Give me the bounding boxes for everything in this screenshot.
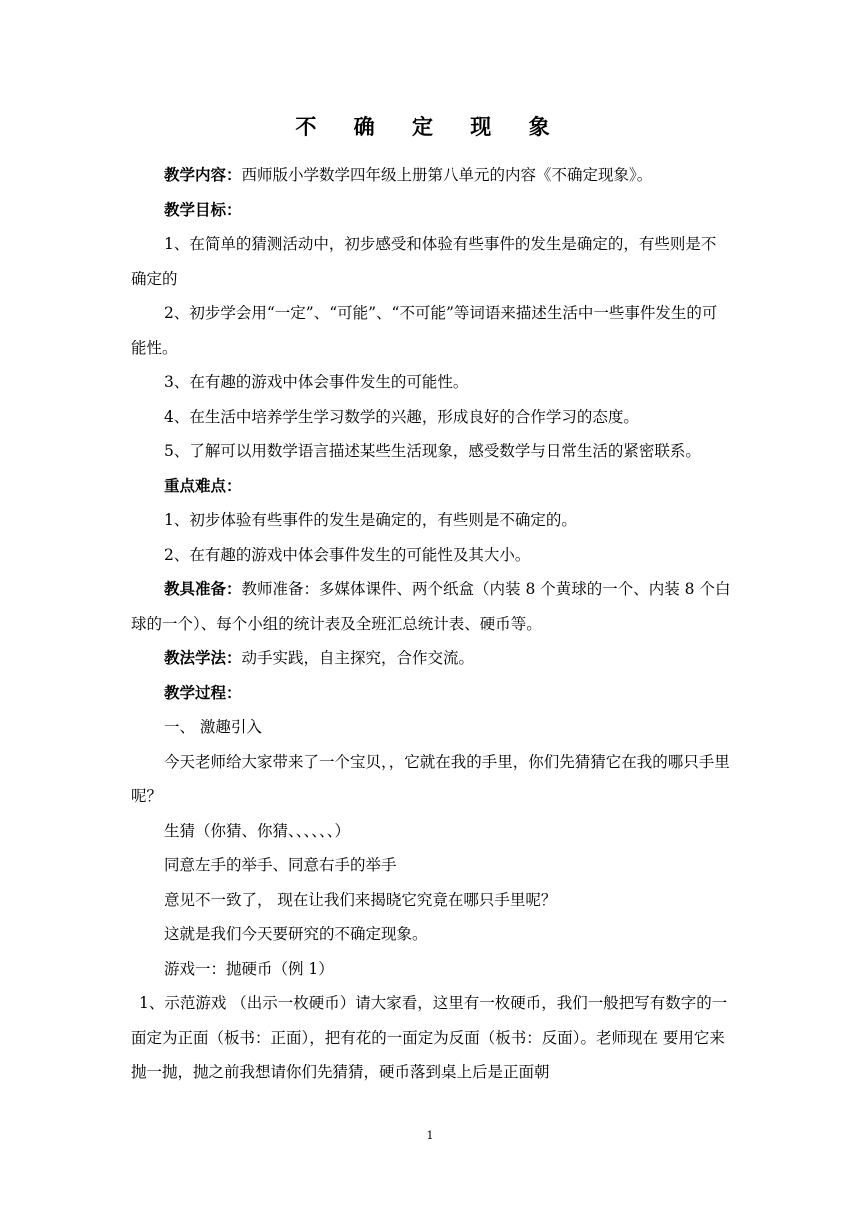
process-section-heading: 一、 激趣引入: [164, 718, 262, 736]
objectives-label: 教学目标：: [164, 199, 242, 219]
teaching-content-text: 西师版小学数学四年级上册第八单元的内容《不确定现象》。: [241, 166, 653, 184]
teaching-content-label: 教学内容：: [164, 165, 242, 184]
teaching-content-paragraph: [131, 158, 731, 193]
key-point-item: 1、初步体验有些事件的发生是确定的，有些则是不确定的。: [164, 511, 577, 529]
page-number: 1: [426, 1129, 434, 1142]
methods-paragraph: [131, 641, 731, 676]
document-title: 不 确 定 现 象: [295, 114, 565, 139]
document-body: [131, 158, 731, 1090]
objective-item: 1、在简单的猜测活动中，初步感受和体验有些事件的发生是确定的，有些则是不确定的: [131, 235, 717, 288]
methods-text: 动手实践，自主探究，合作交流。: [241, 649, 475, 667]
objective-item: 2、初步学会用“一定”、“可能”、“不可能”等词语来描述生活中一些事件发生的可能性。: [131, 304, 718, 357]
objective-item: 3、在有趣的游戏中体会事件发生的可能性。: [164, 373, 469, 391]
materials-paragraph: [131, 572, 731, 641]
process-paragraph: 生猜（你猜、你猜、、、、、、）: [164, 821, 351, 840]
methods-label: 教法学法：: [164, 648, 242, 667]
process-paragraph: 意见不一致了， 现在让我们来揭晓它究竟在哪只手里呢？: [164, 890, 557, 909]
objectives-heading: [131, 193, 731, 228]
key-points-label: 重点难点：: [164, 475, 242, 495]
materials-text: 教师准备：多媒体课件、两个纸盒（内装 8 个黄球的一个、内装 8 个白球的一个）、每个小组的统计表及全班汇总统计表、硬币等。: [131, 580, 731, 633]
process-paragraph: 这就是我们今天要研究的不确定现象。: [164, 925, 428, 943]
objective-item: 5、了解可以用数学语言描述某些生活现象，感受数学与日常生活的紧密联系。: [164, 442, 701, 460]
process-label: 教学过程：: [164, 682, 242, 702]
process-heading: [131, 676, 731, 711]
objective-item: 4、在生活中培养学生学习数学的兴趣，形成良好的合作学习的态度。: [164, 407, 639, 426]
materials-label: 教具准备：: [164, 579, 242, 598]
process-paragraph: 同意左手的举手、同意右手的举手: [164, 856, 397, 874]
key-points-heading: [131, 469, 731, 504]
demo-game-paragraph: 1、示范游戏 （出示一枚硬币）请大家看，这里有一枚硬币，我们一般把写有数字的一面定为正面（板书：正面），把有花的一面定为反面（板书：反面）。老师现在 要用它来抛一抛，抛之前我想请你们先猜猜，硬币落到桌上后是正面朝: [131, 994, 728, 1081]
key-point-item: 2、在有趣的游戏中体会事件发生的可能性及其大小。: [164, 545, 531, 564]
process-paragraph: 今天老师给大家带来了一个宝贝，，它就在我的手里，你们先猜猜它在我的哪只手里呢？: [131, 752, 730, 805]
game-heading: 游戏一：抛硬币（例 1）: [164, 959, 334, 978]
